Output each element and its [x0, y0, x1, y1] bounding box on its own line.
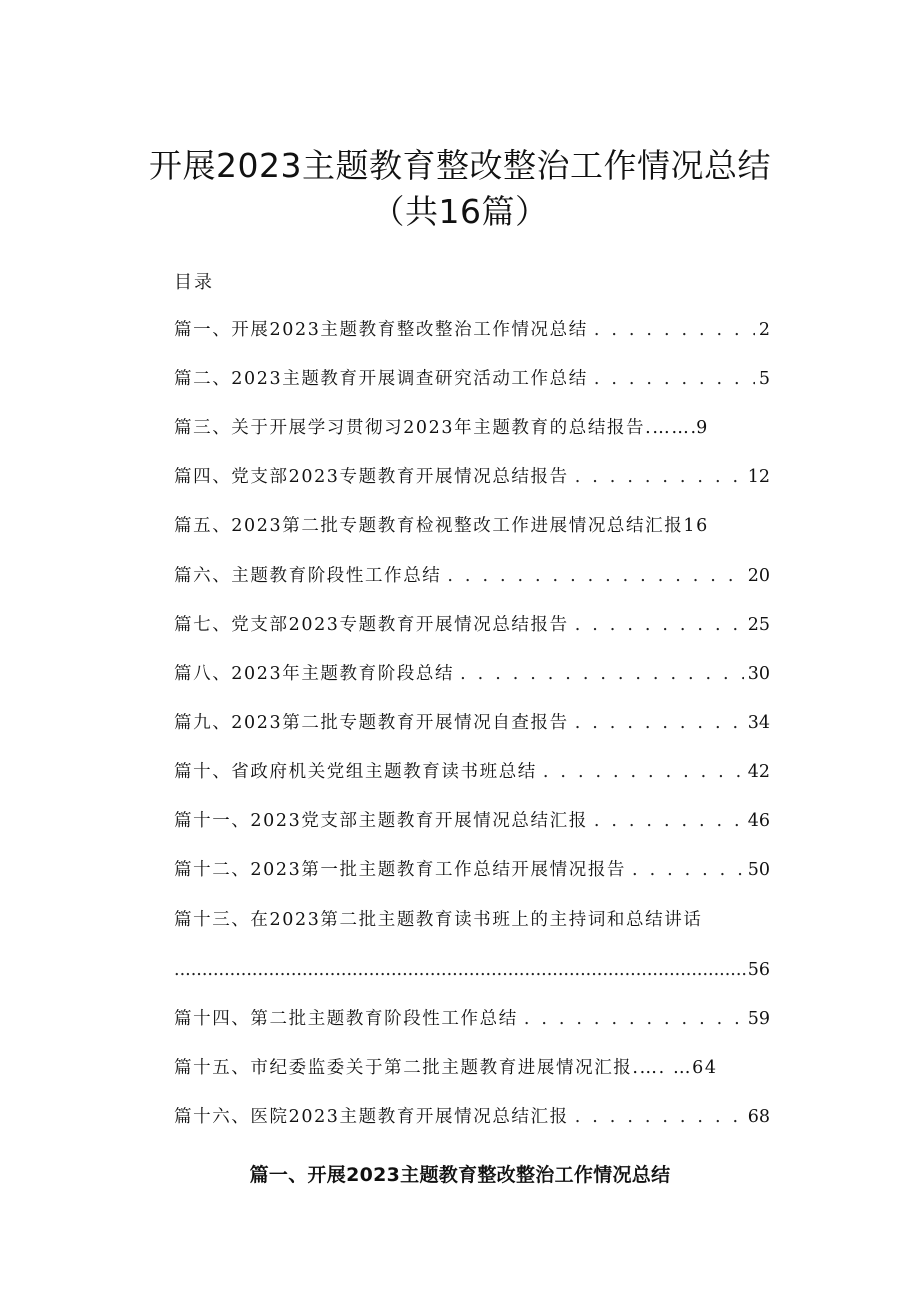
toc-page-number: 2 [758, 320, 770, 340]
toc-page-number: 5 [758, 369, 770, 389]
toc-entry-label: 篇十五、市纪委监委关于第二批主题教育进展情况汇报.…. …64 [174, 1058, 718, 1078]
toc-entry-4[interactable] [174, 464, 770, 490]
toc-leader [632, 857, 744, 883]
toc-leader [575, 1104, 744, 1130]
toc-leader [594, 366, 755, 392]
toc-entry-10[interactable] [174, 759, 770, 785]
toc-page-number: 68 [747, 1107, 770, 1127]
toc-leader [460, 661, 744, 687]
toc-page-number: 50 [747, 860, 770, 880]
toc-leader [524, 1006, 744, 1032]
toc-entry-1[interactable] [174, 317, 770, 343]
toc-leader [575, 710, 744, 736]
toc-entry-14[interactable] [174, 1006, 770, 1032]
toc-entry-2[interactable] [174, 366, 770, 392]
toc-entry-label: 篇九、2023第二批专题教育开展情况自查报告 [174, 713, 569, 733]
toc-page-number: 34 [747, 713, 770, 733]
toc-leader [575, 612, 744, 638]
toc-entry-7[interactable] [174, 612, 770, 638]
toc-entry-label: 篇十四、第二批主题教育阶段性工作总结 [174, 1009, 518, 1029]
toc-entry-label: 篇十三、在2023第二批主题教育读书班上的主持词和总结讲话 [174, 910, 703, 930]
section-heading: 篇一、开展2023主题教育整改整治工作情况总结 [249, 1164, 671, 1186]
toc-entry-11[interactable] [174, 808, 770, 834]
toc-entry-13-continued[interactable] [174, 957, 770, 983]
toc-entry-16[interactable] [174, 1104, 770, 1130]
toc-entry-15[interactable] [174, 1055, 770, 1081]
toc-leader [174, 957, 748, 983]
toc-entry-label: 篇一、开展2023主题教育整改整治工作情况总结 [174, 320, 588, 340]
toc-entry-3[interactable] [174, 415, 770, 441]
document-title: 开展2023主题教育整改整治工作情况总结 [149, 146, 771, 185]
toc-entry-13[interactable] [174, 907, 770, 933]
toc-page-number: 20 [747, 566, 770, 586]
toc-entry-label: 篇十一、2023党支部主题教育开展情况总结汇报 [174, 811, 588, 831]
toc-page-number: .9 [690, 418, 708, 438]
toc-page-number: 30 [747, 664, 770, 684]
toc-entry-label: 篇七、党支部2023专题教育开展情况总结报告 [174, 615, 569, 635]
toc-entry-label: 篇十六、医院2023主题教育开展情况总结汇报 [174, 1107, 569, 1127]
toc-entry-label: 篇八、2023年主题教育阶段总结 [174, 664, 455, 684]
toc-page-number: 42 [747, 762, 770, 782]
toc-entry-label: 篇五、2023第二批专题教育检视整改工作进展情况总结汇报16 [174, 516, 709, 536]
toc-entry-label: 篇十二、2023第一批主题教育工作总结开展情况报告 [174, 860, 627, 880]
toc-entry-label: 篇三、关于开展学习贯彻习2023年主题教育的总结报告.…… [174, 418, 691, 438]
toc-leader [594, 317, 755, 343]
toc-heading: 目录 [174, 272, 214, 293]
toc-page-number: 12 [747, 467, 770, 487]
document-subtitle: （共16篇） [371, 192, 549, 231]
toc-entry-label: 篇六、主题教育阶段性工作总结 [174, 566, 442, 586]
toc-leader [575, 464, 744, 490]
toc-page-number: 46 [747, 811, 770, 831]
toc-entry-label: 篇二、2023主题教育开展调查研究活动工作总结 [174, 369, 588, 389]
toc-entry-8[interactable] [174, 661, 770, 687]
toc-leader [543, 759, 744, 785]
toc-page-number: 25 [747, 615, 770, 635]
toc-entry-label: 篇四、党支部2023专题教育开展情况总结报告 [174, 467, 569, 487]
toc-leader [594, 808, 744, 834]
toc-entry-9[interactable] [174, 710, 770, 736]
toc-page-number: 56 [747, 960, 770, 980]
toc-entry-5[interactable] [174, 513, 770, 539]
toc-leader [447, 563, 743, 589]
toc-entry-label: 篇十、省政府机关党组主题教育读书班总结 [174, 762, 537, 782]
toc-page-number: 59 [747, 1009, 770, 1029]
toc-entry-6[interactable] [174, 563, 770, 589]
toc-entry-12[interactable] [174, 857, 770, 883]
